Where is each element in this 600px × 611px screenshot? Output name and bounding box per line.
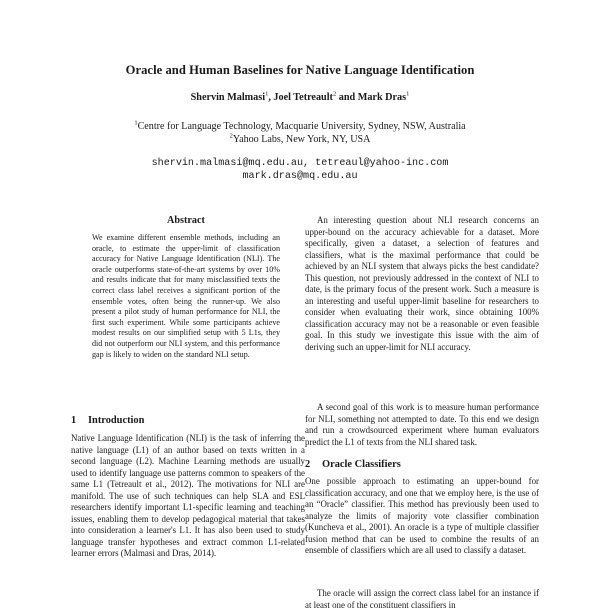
author-separator: and	[336, 92, 358, 103]
author-affiliation-mark: 1	[406, 90, 410, 98]
section-number: 1	[71, 415, 77, 426]
affiliation-text: Centre for Language Technology, Macquarie University, Sydney, NSW, Australia	[137, 121, 466, 132]
abstract-body: We examine different ensemble methods, including an oracle, to estimate the upper-limit of classification accuracy for Native Language Identification (NLI). The oracle outperforms state-of-the-art systems by over 10% and results indicate that for many misclassified texts the correct class label receives a significant portion of the ensemble votes, often being the runner-up. We also present a pilot study of human performance for NLI, the first such experiment. While some participants achieve modest results on our simplified setup with 5 L1s, they did not outperform our NLI system, and this performance gap is likely to widen on the standard NLI setup.	[92, 233, 280, 359]
paper-title: Oracle and Human Baselines for Native Language Identification	[125, 63, 475, 77]
author-affiliation-mark: 1	[265, 90, 269, 98]
author-name: Mark Dras	[357, 92, 407, 103]
affiliation	[0, 134, 600, 145]
body-paragraph: An interesting question about NLI research concerns an upper-bound on the accuracy achievable for a dataset. More specifically, given a dataset, a selection of features and classifiers, what is the maximal performance that could be achieved by an NLI system that always picks the best candidate? This question, not previously addressed in the context of NLI to date, is the primary focus of the present work. Such a measure is an interesting and useful upper-limit baseline for researchers to consider when evaluating their work, since obtaining 100% classification accuracy may not be a reasonable or even feasible goal. In this study we investigate this issue with the aim of deriving such an upper-limit for NLI accuracy.	[305, 215, 539, 352]
author-list	[0, 92, 600, 103]
affiliation-mark: 2	[229, 132, 233, 140]
oracle-paragraph: One possible approach to estimating an upper-bound for classification accuracy, and one that we employ here, is the use of an “Oracle” classifier. This method has previously been used to analyze the limits of majority vote classifier combination (Kuncheva et al., 2001). An oracle is a type of multiple classifier fusion method that can be used to combine the results of an ensemble of classifiers which are all used to classify a dataset.	[305, 476, 539, 555]
section-heading-oracle-classifiers	[305, 459, 401, 470]
section-heading-introduction	[71, 415, 144, 426]
affiliation-mark: 1	[134, 119, 138, 127]
introduction-paragraph: Native Language Identification (NLI) is the task of inferring the native language (L1) of an author based on texts written in a second language (L2). Machine Learning methods are usually used to identify language use patterns common to speakers of the same L1 (Tetreault et al., 2012). The motivations for NLI are manifold. The use of such techniques can help SLA and ESL researchers identify important L1-specific learning and teaching issues, enabling them to develop pedagogical material that takes into consideration a learner's L1. It has also been used to study language transfer hypotheses and extract common L1-related learner errors (Malmasi and Dras, 2014).	[71, 433, 305, 558]
body-paragraph: A second goal of this work is to measure human performance for NLI, something not attempted to date. To this end we design and run a crowdsourced experiment where human evaluators predict the L1 of texts from the NLI shared task.	[305, 402, 539, 447]
affiliation	[0, 121, 600, 132]
author-affiliation-mark: 2	[332, 90, 337, 98]
author-emails: shervin.malmasi@mq.edu.au, tetreaul@yahoo-inc.com	[151, 158, 449, 169]
affiliation-text: Yahoo Labs, New York, NY, USA	[232, 134, 371, 145]
abstract-heading: Abstract	[167, 215, 205, 226]
author-name: Joel Tetreault	[273, 92, 333, 103]
section-title: Introduction	[88, 415, 145, 426]
section-title: Oracle Classifiers	[322, 459, 401, 470]
author-emails: mark.dras@mq.edu.au	[242, 171, 358, 182]
section-number: 2	[305, 459, 311, 470]
oracle-paragraph: The oracle will assign the correct class label for an instance if at least one of the constituent classifiers in	[305, 588, 539, 610]
author-separator: ,	[268, 92, 274, 103]
author-name: Shervin Malmasi	[190, 92, 266, 103]
